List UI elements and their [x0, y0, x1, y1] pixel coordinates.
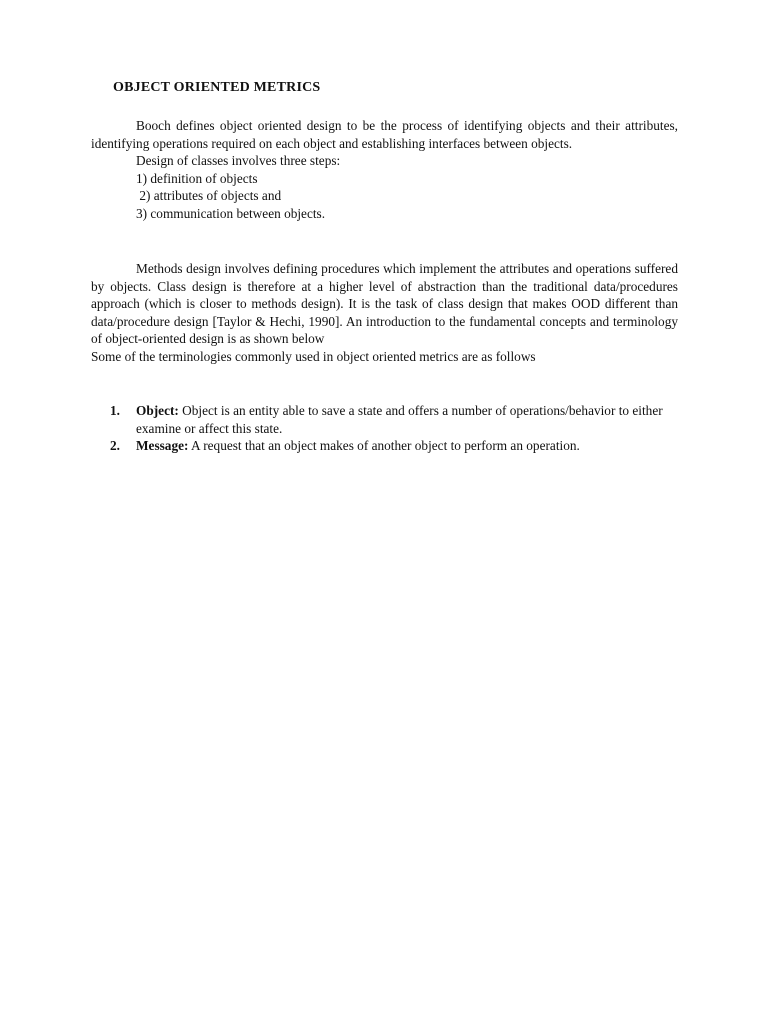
- steps-intro: Design of classes involves three steps:: [136, 153, 341, 169]
- term-definition: A request that an object makes of another object to perform an operation.: [188, 438, 580, 454]
- list-item: [110, 437, 670, 455]
- paragraph-booch-definition: Booch defines object oriented design to be the process of identifying objects and their attributes, identifying operations required on each object and establishing interfaces between objects.: [91, 118, 678, 151]
- page-title: OBJECT ORIENTED METRICS: [113, 80, 321, 95]
- methods-section: [91, 260, 678, 366]
- term-label: Object:: [136, 403, 179, 418]
- intro-section: [91, 117, 678, 223]
- step-item: 2) attributes of objects and: [136, 188, 282, 204]
- terminology-intro: Some of the terminologies commonly used in object oriented metrics are as follows: [91, 348, 536, 364]
- term-definition: Object is an entity able to save a state and offers a number of operations/behavior to either examine or affect this state.: [136, 403, 663, 436]
- step-item: 1) definition of objects: [136, 170, 258, 186]
- step-item: 3) communication between objects.: [136, 205, 326, 221]
- paragraph-methods-design: Methods design involves defining procedures which implement the attributes and operations suffered by objects. Class design is therefore at a higher level of abstraction than the traditional data/procedures approach (which is closer to methods design). It is the task of class design that makes OOD different than data/procedure design [Taylor & Hechi, 1990]. An introduction to the fundamental concepts and terminology of object-oriented design is as shown below: [91, 261, 678, 347]
- list-item: [110, 402, 670, 437]
- term-label: Message:: [136, 438, 189, 454]
- list-number: 1.: [110, 403, 120, 418]
- list-number: 2.: [110, 438, 120, 454]
- terminology-list: [110, 402, 670, 455]
